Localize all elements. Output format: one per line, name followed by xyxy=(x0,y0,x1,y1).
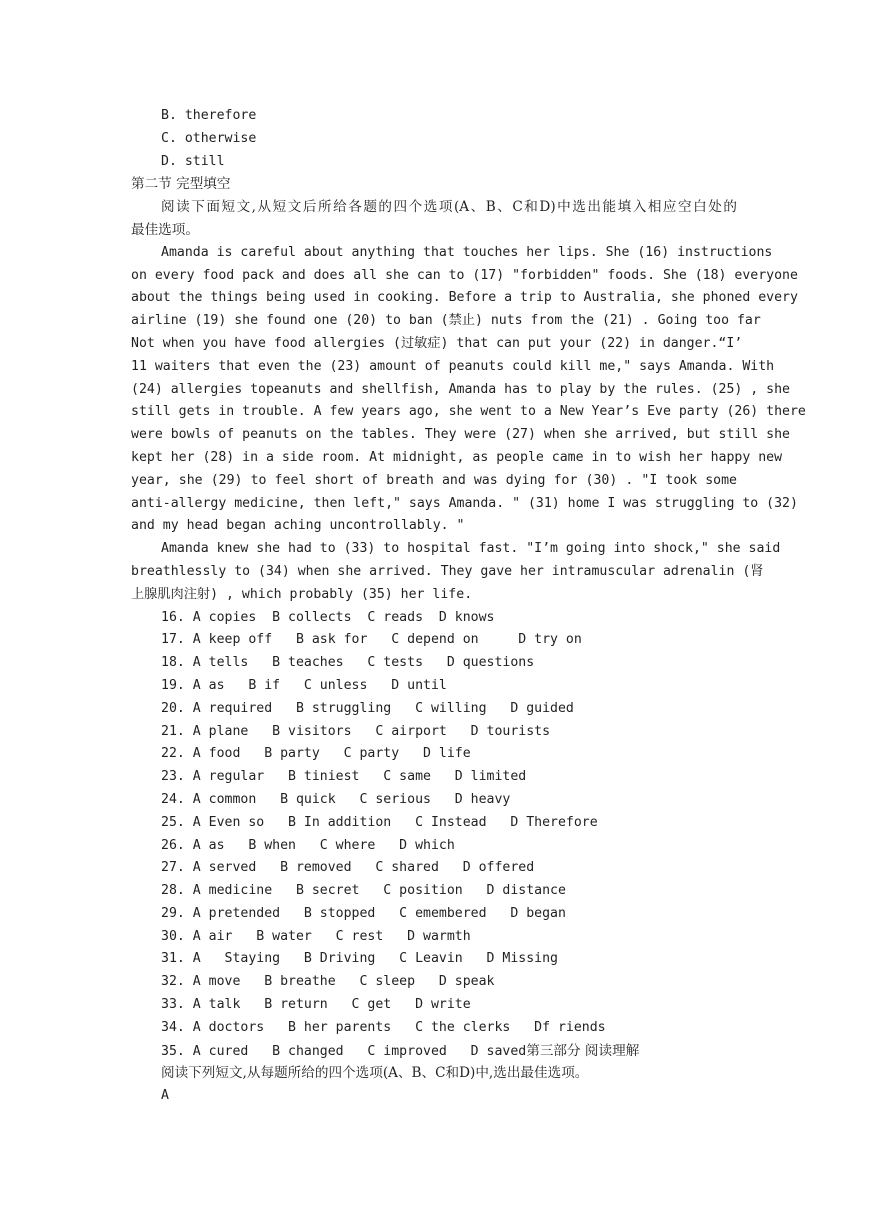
question-item: 30. A air B water C rest D warmth xyxy=(161,928,471,944)
cloze-instructions xyxy=(131,196,737,242)
question-item-35 xyxy=(131,1040,737,1063)
question-item: 33. A talk B return C get D write xyxy=(161,997,471,1013)
option-d: D. still xyxy=(161,153,225,169)
passage-line: still gets in trouble. A few years ago, she went to a New Year’s Eve party (26) there xyxy=(131,404,806,420)
question-item: 34. A doctors B her parents C the clerks Df riends xyxy=(161,1019,606,1035)
question-item: 32. A move B breathe C sleep D speak xyxy=(161,974,495,990)
reading-instructions: 阅读下列短文,从每题所给的四个选项(A、B、C和D)中,选出最佳选项。 xyxy=(161,1065,589,1082)
instruction-line: 阅读下面短文,从短文后所给各题的四个选项(A、B、C和D)中选出能填入相应空白处的 xyxy=(161,199,737,216)
passage-line: Amanda knew she had to (33) to hospital fast. "I’m going into shock," she said xyxy=(161,541,781,557)
passage-line: kept her (28) in a side room. At midnight, as people came in to wish her happy new xyxy=(131,449,783,465)
passage-line: and my head began aching uncontrollably. " xyxy=(131,518,465,534)
question-item: 16. A copies B collects C reads D knows xyxy=(161,609,495,625)
question-item: 29. A pretended B stopped C emembered D began xyxy=(161,905,566,921)
question-item: 25. A Even so B In addition C Instead D Therefore xyxy=(161,814,598,830)
question-item: 28. A medicine B secret C position D distance xyxy=(161,883,566,899)
passage-line: year, she (29) to feel short of breath and was dying for (30) . "I took some xyxy=(131,472,737,488)
passage-line: were bowls of peanuts on the tables. They were (27) when she arrived, but still she xyxy=(131,427,790,443)
question-item: 17. A keep off B ask for C depend on D try on xyxy=(161,632,582,648)
question-item: 20. A required B struggling C willing D guided xyxy=(161,700,574,716)
question-item: 26. A as B when C where D which xyxy=(161,837,455,853)
passage-line: 11 waiters that even the (23) amount of peanuts could kill me," says Amanda. With xyxy=(131,358,775,374)
question-item: 22. A food B party C party D life xyxy=(161,746,471,762)
question-item: 31. A Staying B Driving C Leavin D Missing xyxy=(161,951,558,967)
question-item: 18. A tells B teaches C tests D questions xyxy=(161,655,535,671)
question-item: 24. A common B quick C serious D heavy xyxy=(161,791,511,807)
option-c: C. otherwise xyxy=(161,130,257,146)
passage-line: (24) allergies topeanuts and shellfish, Amanda has to play by the rules. (25) , she xyxy=(131,381,790,397)
question-item: 21. A plane B visitors C airport D tourists xyxy=(161,723,551,739)
option-b: B. therefore xyxy=(161,108,257,123)
passage-line: about the things being used in cooking. Before a trip to Australia, she phoned every xyxy=(131,290,798,306)
reading-passage-label: A xyxy=(161,1088,169,1104)
passage-line: Not when you have food allergies (过敏症) that can put your (22) in danger.“I’ xyxy=(131,335,743,351)
passage-line: Amanda is careful about anything that touches her lips. She (16) instructions xyxy=(161,244,773,260)
question-item: 19. A as B if C unless D until xyxy=(161,677,447,693)
document-page xyxy=(131,105,806,1108)
cloze-passage xyxy=(131,242,806,538)
question-35-text: 35. A cured B changed C improved D saved xyxy=(161,1043,527,1059)
passage-line: on every food pack and does all she can to (17) "forbidden" foods. She (18) everyone xyxy=(131,267,798,283)
instruction-line: 最佳选项。 xyxy=(131,221,199,238)
question-list xyxy=(131,607,737,1063)
cloze-passage-continued xyxy=(131,538,781,606)
part3-title: 第三部分 阅读理解 xyxy=(526,1042,640,1059)
section-title: 第二节 完型填空 xyxy=(131,176,231,193)
question-item: 27. A served B removed C shared D offered xyxy=(161,860,535,876)
passage-line: breathlessly to (34) when she arrived. They gave her intramuscular adrenalin (肾 xyxy=(131,563,764,579)
passage-line: anti-allergy medicine, then left," says Amanda. " (31) home I was struggling to (32) xyxy=(131,495,798,511)
question-item: 23. A regular B tiniest C same D limited xyxy=(161,769,527,785)
passage-line: airline (19) she found one (20) to ban (禁止) nuts from the (21) . Going too far xyxy=(131,313,761,329)
passage-line: 上腺肌肉注射) , which probably (35) her life. xyxy=(131,586,473,602)
